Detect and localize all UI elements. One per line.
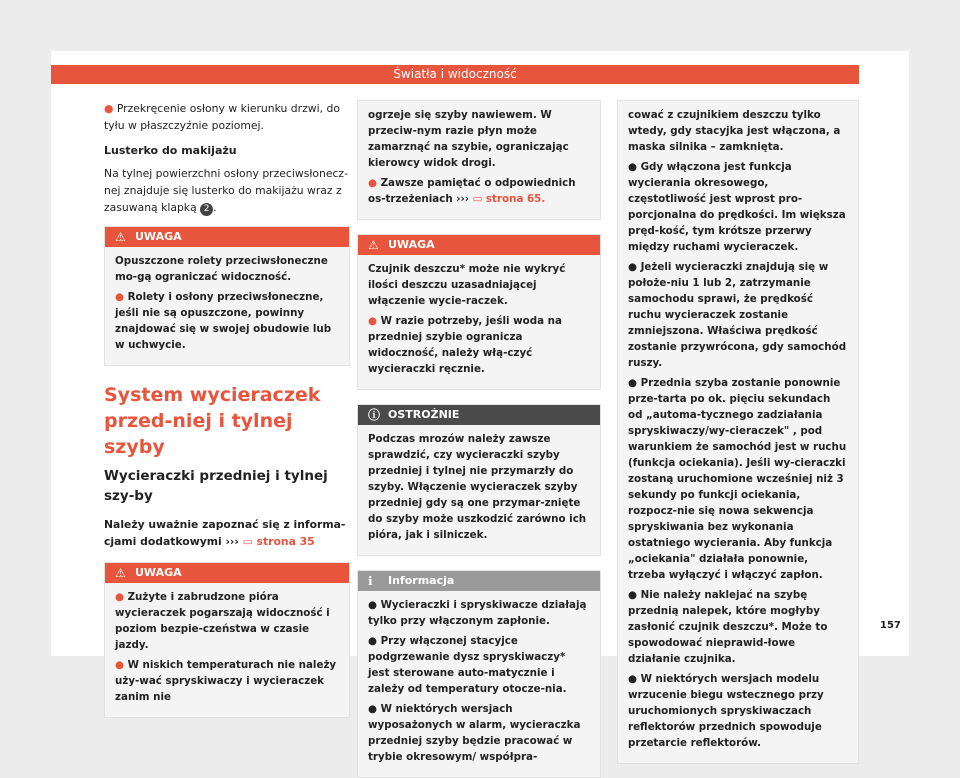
caution-box — [357, 404, 601, 556]
section-subtitle: Wycieraczki przedniej i tylnej szy-by — [104, 468, 328, 504]
paragraph: Na tylnej powierzchni osłony przeciwsłonecz-nej znajduje się lusterko do makijażu wraz z zasuwaną klapką 2 . — [104, 167, 348, 214]
warning-icon: ⚠ — [115, 230, 126, 244]
mirror-title: Lusterko do makijażu — [104, 144, 237, 157]
warning-box-continued — [357, 100, 601, 220]
info-icon: ℹ — [368, 574, 373, 588]
bullet-icon: ● — [104, 102, 117, 115]
info-header: ℹ Informacja — [358, 571, 600, 591]
warning-box — [104, 226, 350, 366]
column-1 — [104, 100, 350, 718]
bullet-icon: ● — [628, 377, 641, 389]
warning-body: Czujnik deszczu* może nie wykryć ilości deszczu uzasadniającej włączenie wycie-raczek. ● W razie potrzeby, jeśli woda na przedniej szybie ogranicza widoczność, należy włą-czyć wycieraczki ręcznie. — [368, 263, 566, 375]
info-body: ● Wycieraczki i spryskiwacze działają tylko przy włączonym zapłonie. ● Przy włączonej stacyjce podgrzewanie dysz spryskiwaczy* jest sterowane auto-matycznie i zależy od temperatury otocze-nia. ● W niektórych wersjach wyposażonych w alarm, wycieraczka przedniej szyby będzie pracować w trybie okresowym/ współpra- — [368, 599, 587, 763]
column-2 — [357, 100, 601, 778]
info-box-continued — [617, 100, 859, 764]
column-3 — [617, 100, 859, 764]
warning-icon: ⚠ — [368, 238, 379, 252]
page-link[interactable]: strona 65. — [485, 193, 546, 205]
warning-header: ⚠ UWAGA — [105, 563, 349, 583]
bullet-icon: ● — [368, 315, 381, 327]
caution-body: Podczas mrozów należy zawsze sprawdzić, czy wycieraczki szyby przedniej i tylnej nie przymarzły do szyby. Włączenie wycieraczek szyby przedniej gdy są one przymar-znięte do szyby może uszkodzić zarówno ich pióra, jak i silniczek. — [368, 433, 587, 541]
bullet-icon: ● — [115, 591, 128, 603]
info-box — [357, 570, 601, 778]
page-number: 157 — [880, 620, 901, 631]
warning-body: ogrzeje się szyby nawiewem. W przeciw-nym razie płyn może zamarznąć na szybie, ograniczając kierowcy widok drogi. ● Zawsze pamiętać o odpowiednich os-trzeżeniach ››› ▭ strona 65. — [368, 109, 576, 205]
bullet-icon: ● — [628, 589, 641, 601]
bullet-icon: ● — [628, 161, 641, 173]
paragraph: Należy uważnie zapoznać się z informa-cjami dodatkowymi ››› ▭ strona 35 — [104, 518, 346, 548]
bullet-icon: ● — [368, 599, 381, 611]
warning-body: Opuszczone rolety przeciwsłoneczne mo-gą ograniczać widoczność. ● Rolety i osłony przeciwsłoneczne, jeśli nie są opuszczone, powinny znajdować się w swojej obudowie lub w uchwycie. — [115, 255, 332, 351]
ref-number-badge: 2 — [200, 203, 213, 216]
page-link[interactable]: strona 35 — [256, 535, 315, 548]
bullet-icon: ● — [115, 291, 128, 303]
warning-header: ⚠ UWAGA — [358, 235, 600, 255]
caution-icon: ⓘ — [368, 408, 381, 422]
bullet-icon: ● — [368, 635, 381, 647]
bullet-icon: ● — [368, 177, 381, 189]
bullet-icon: ● — [628, 261, 641, 273]
book-icon: ▭ — [472, 193, 483, 205]
warning-body: ● Zużyte i zabrudzone pióra wycieraczek pogarszają widoczność i poziom bezpie-czeństwa w czasie jazdy. ● W niskich temperaturach nie należy uży-wać spryskiwaczy i wycieraczek zanim nie — [115, 591, 337, 703]
warning-icon: ⚠ — [115, 566, 126, 580]
bullet-icon: ● — [628, 673, 641, 685]
warning-box — [104, 562, 350, 718]
paragraph: ● Przekręcenie osłony w kierunku drzwi, do tyłu w płaszczyźnie poziomej. — [104, 102, 340, 132]
page-header: Światła i widoczność — [51, 65, 859, 84]
warning-header: ⚠ UWAGA — [105, 227, 349, 247]
section-title: System wycieraczek przed-niej i tylnej szyby — [104, 384, 321, 458]
book-icon: ▭ — [242, 535, 253, 548]
info-body: cować z czujnikiem deszczu tylko wtedy, gdy stacyjka jest włączona, a maska silnika – zamknięta. ● Gdy włączona jest funkcja wycierania okresowego, częstotliwość jest wprost pro-porcjonalna do prędkości. Im większa pręd-kość, tym krótsze przerwy między ruchami wycieraczek. ● Jeżeli wycieraczki znajdują się w położe-niu 1 lub 2, zatrzymanie samochodu sprawi, że prędkość ruchu wycieraczek zostanie zmniejszona. Właściwa prędkość zostanie przywrócona, gdy samochód ruszy. ● Przednia szyba zostanie ponownie prze-tarta po ok. pięciu sekundach od „automa-tycznego zadziałania spryskiwaczy/wy-cieraczek" , pod warunkiem że samochód jest w ruchu (funkcja ociekania). Jeśli wy-cieraczki zostaną uruchomione wcześniej niż 3 sekundy po funkcji ociekania, rozpocz-nie się nowa sekwencja spryskiwania bez wykonania ostatniego wycierania. Aby funkcja „ociekania" działała ponownie, trzeba wyłączyć i włączyć zapłon. ● Nie należy naklejać na szybę przednią nalepek, które mogłyby zasłonić czujnik deszczu*. Może to spowodować nieprawid-łowe działanie czujnika. ● W niektórych wersjach modelu wrzucenie biegu wstecznego przy uruchomionych spryskiwaczach reflektorów przednich spowoduje przetarcie reflektorów. — [628, 109, 847, 749]
warning-box — [357, 234, 601, 390]
bullet-icon: ● — [368, 703, 381, 715]
caution-header: ⓘ OSTROŻNIE — [358, 405, 600, 425]
bullet-icon: ● — [115, 659, 128, 671]
